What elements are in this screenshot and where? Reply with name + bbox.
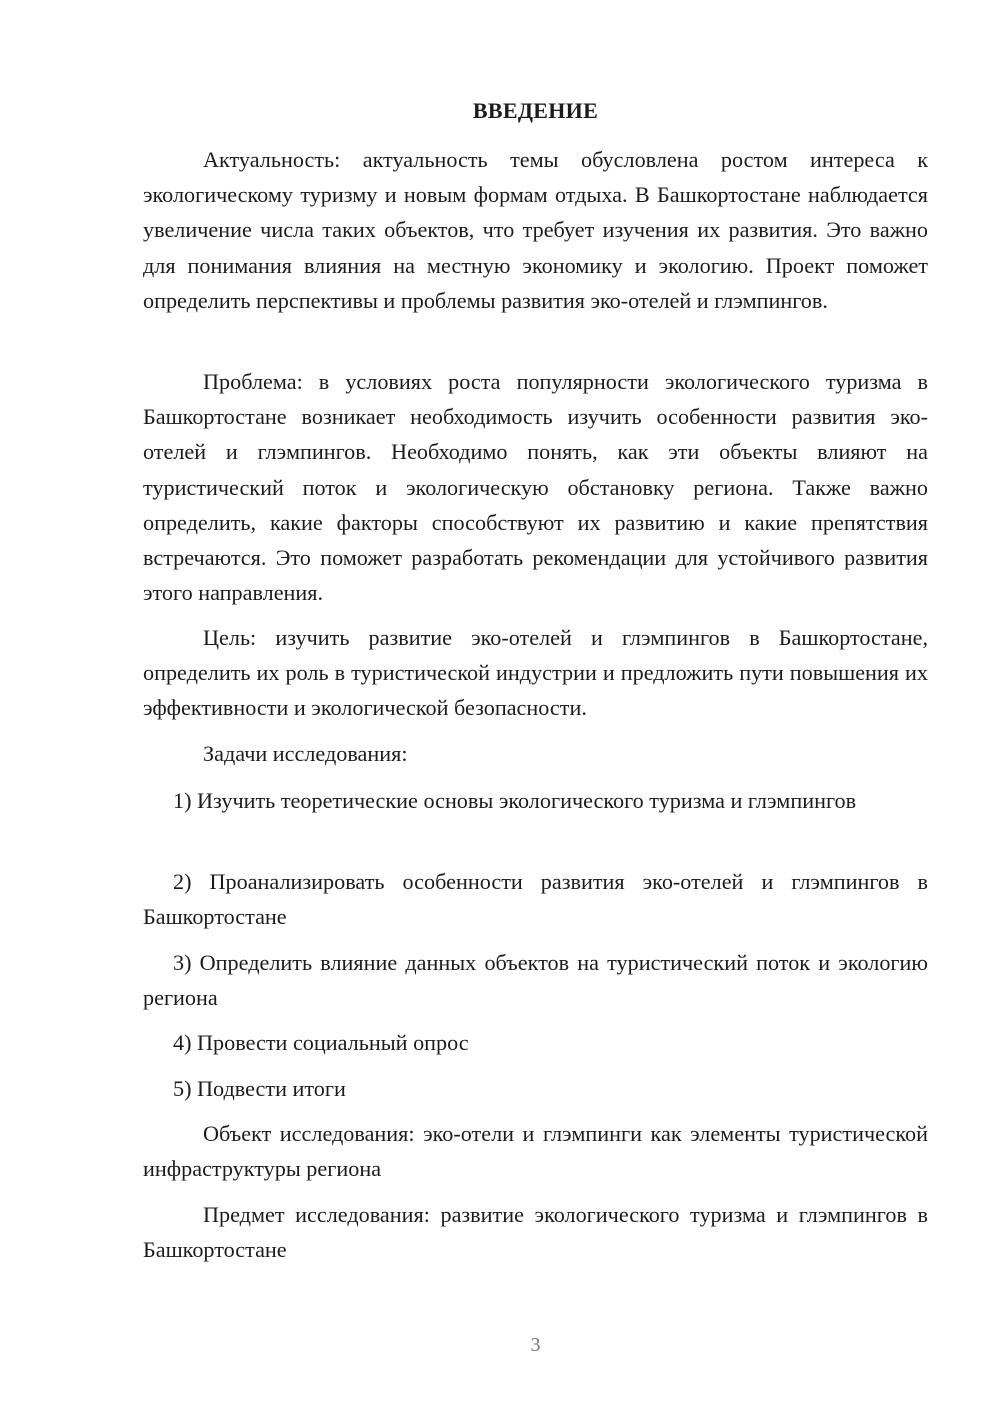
- task-item-2: 2) Проанализировать особенности развития эко-отелей и глэмпингов в Башкортостане: [143, 869, 928, 930]
- problem-paragraph: Проблема: в условиях роста популярности экологического туризма в Башкортостане возникает необходимость изучить особенности развития эко-отелей и глэмпингов. Необходимо понять, как эти объекты влияют на туристический поток и экологическую обстановку региона. Также важно определить, какие факторы способствуют их развитию и какие препятствия встречаются. Это поможет разработать рекомендации для устойчивого развития этого направления.: [143, 369, 928, 606]
- tasks-heading: Задачи исследования:: [203, 741, 408, 766]
- page-title: ВВЕДЕНИЕ: [472, 98, 599, 123]
- goal-paragraph: Цель: изучить развитие эко-отелей и глэмпингов в Башкортостане, определить их роль в туристической индустрии и предложить пути повышения их эффективности и экологической безопасности.: [143, 625, 928, 721]
- subject-paragraph: Предмет исследования: развитие экологического туризма и глэмпингов в Башкортостане: [143, 1202, 928, 1263]
- page-number: 3: [530, 1334, 541, 1356]
- task-item-1: 1) Изучить теоретические основы экологического туризма и глэмпингов: [173, 788, 857, 813]
- relevance-paragraph: Актуальность: актуальность темы обусловлена ростом интереса к экологическому туризму и новым формам отдыха. В Башкортостане наблюдается увеличение числа таких объектов, что требует изучения их развития. Это важно для понимания влияния на местную экономику и экологию. Проект поможет определить перспективы и проблемы развития эко-отелей и глэмпингов.: [143, 147, 928, 313]
- task-item-3: 3) Определить влияние данных объектов на туристический поток и экологию региона: [143, 950, 928, 1011]
- object-paragraph: Объект исследования: эко-отели и глэмпинги как элементы туристической инфраструктуры региона: [143, 1121, 928, 1182]
- document-page: [143, 0, 928, 1414]
- task-item-4: 4) Провести социальный опрос: [173, 1030, 469, 1055]
- task-item-5: 5) Подвести итоги: [173, 1076, 346, 1101]
